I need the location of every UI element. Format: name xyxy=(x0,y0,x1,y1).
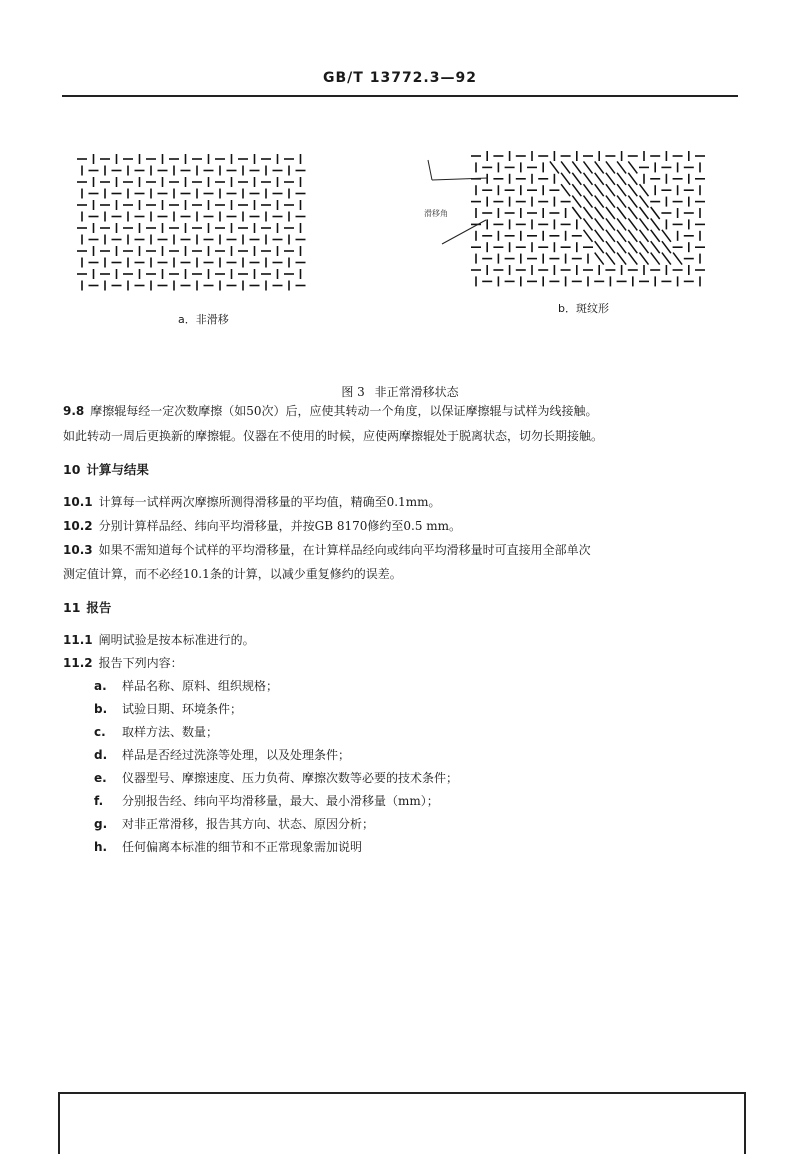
weave-yarn-stroke xyxy=(628,207,637,219)
weave-yarn-stroke xyxy=(583,230,592,242)
weave-yarn-stroke xyxy=(651,241,660,253)
weave-yarn-stroke xyxy=(617,184,626,196)
weave-yarn-stroke xyxy=(595,161,604,173)
weave-yarn-stroke xyxy=(606,253,615,265)
weave-yarn-stroke xyxy=(583,196,592,208)
weave-yarn-stroke xyxy=(617,196,626,208)
list-item: b. 试验日期、环境条件； xyxy=(94,702,243,716)
weave-yarn-stroke xyxy=(595,230,604,242)
weave-yarn-stroke xyxy=(639,184,648,196)
weave-yarn-stroke xyxy=(617,218,626,230)
weave-yarn-stroke xyxy=(673,253,682,265)
weave-yarn-stroke xyxy=(606,196,615,208)
section-11-heading: 11 报告 xyxy=(63,600,112,615)
weave-yarn-stroke xyxy=(628,184,637,196)
footer-frame xyxy=(58,1092,746,1154)
weave-yarn-stroke xyxy=(617,207,626,219)
weave-diagram-no-slip xyxy=(76,153,308,295)
weave-yarn-stroke xyxy=(639,241,648,253)
weave-yarn-stroke xyxy=(639,218,648,230)
weave-yarn-stroke xyxy=(628,253,637,265)
weave-yarn-stroke xyxy=(583,207,592,219)
panel-b-caption: b．斑纹形 xyxy=(558,302,609,315)
weave-yarn-stroke xyxy=(595,184,604,196)
weave-yarn-stroke xyxy=(572,196,581,208)
weave-yarn-stroke xyxy=(583,173,592,185)
weave-yarn-stroke xyxy=(639,230,648,242)
paragraph-10-1: 10.1 计算每一试样两次摩擦所测得滑移量的平均值，精确至0.1mm。 xyxy=(63,495,441,509)
slip-angle-label: 滑移角 xyxy=(424,209,448,218)
weave-yarn-stroke xyxy=(651,230,660,242)
figure-number: 图 3 xyxy=(341,385,365,399)
weave-yarn-stroke xyxy=(651,253,660,265)
weave-yarn-stroke xyxy=(583,184,592,196)
figure-title: 非正常滑移状态 xyxy=(374,385,459,399)
paragraph-11-1: 11.1 阐明试验是按本标准进行的。 xyxy=(63,633,255,647)
weave-yarn-stroke xyxy=(639,207,648,219)
weave-yarn-stroke xyxy=(617,253,626,265)
weave-yarn-stroke xyxy=(617,230,626,242)
weave-yarn-stroke xyxy=(595,207,604,219)
weave-yarn-stroke xyxy=(617,173,626,185)
weave-yarn-stroke xyxy=(595,241,604,253)
weave-yarn-stroke xyxy=(572,161,581,173)
weave-yarn-stroke xyxy=(583,161,592,173)
weave-yarn-stroke xyxy=(572,207,581,219)
list-item: f. 分别报告经、纬向平均滑移量，最大、最小滑移量（mm）； xyxy=(94,794,439,808)
list-item: e. 仪器型号、摩擦速度、压力负荷、摩擦次数等必要的技术条件； xyxy=(94,771,459,785)
weave-yarn-stroke xyxy=(583,218,592,230)
weave-yarn-stroke xyxy=(561,184,570,196)
weave-yarn-stroke xyxy=(606,173,615,185)
weave-yarn-stroke xyxy=(606,218,615,230)
section-10-heading: 10 计算与结果 xyxy=(63,462,149,477)
standard-number-header: GB/T 13772.3—92 xyxy=(323,70,477,86)
list-item: g. 对非正常滑移，报告其方向、状态、原因分析； xyxy=(94,817,375,831)
weave-yarn-stroke xyxy=(662,241,671,253)
paragraph-10-2: 10.2 分别计算样品经、纬向平均滑移量，并按GB 8170修约至0.5 mm。 xyxy=(63,519,462,533)
weave-yarn-stroke xyxy=(550,161,559,173)
weave-yarn-stroke xyxy=(639,196,648,208)
weave-yarn-stroke xyxy=(628,161,637,173)
weave-yarn-stroke xyxy=(662,253,671,265)
weave-diagram-stripe-slip xyxy=(470,150,710,290)
weave-yarn-stroke xyxy=(561,161,570,173)
weave-yarn-stroke xyxy=(651,207,660,219)
weave-yarn-stroke xyxy=(617,161,626,173)
paragraph-9-8-line-2: 如此转动一周后更换新的摩擦辊。仪器在不使用的时候，应使两摩擦辊处于脱离状态，切勿长期接触。 xyxy=(63,429,604,443)
paragraph-11-2: 11.2 报告下列内容： xyxy=(63,656,183,670)
weave-yarn-stroke xyxy=(628,218,637,230)
header-rule xyxy=(62,95,738,97)
weave-yarn-stroke xyxy=(628,241,637,253)
panel-a-caption: a．非滑移 xyxy=(178,313,229,326)
list-item: c. 取样方法、数量； xyxy=(94,725,219,739)
weave-yarn-stroke xyxy=(606,241,615,253)
weave-yarn-stroke xyxy=(561,173,570,185)
weave-yarn-stroke xyxy=(617,241,626,253)
weave-yarn-stroke xyxy=(595,253,604,265)
weave-yarn-stroke xyxy=(595,196,604,208)
weave-yarn-stroke xyxy=(606,184,615,196)
weave-yarn-stroke xyxy=(628,230,637,242)
list-item: d. 样品是否经过洗涤等处理，以及处理条件； xyxy=(94,748,351,762)
weave-yarn-stroke xyxy=(628,173,637,185)
clause-number: 9.8 xyxy=(63,404,85,418)
weave-yarn-stroke xyxy=(606,161,615,173)
list-item: h. 任何偏离本标准的细节和不正常现象需加说明 xyxy=(94,840,363,854)
paragraph-9-8-line-1: 9.8 摩擦辊每经一定次数摩擦（如50次）后，应使其转动一个角度，以保证摩擦辊与试样为线接触。 xyxy=(63,404,598,418)
list-item: a. 样品名称、原料、组织规格； xyxy=(94,679,279,693)
weave-yarn-stroke xyxy=(595,218,604,230)
weave-yarn-stroke xyxy=(606,230,615,242)
slip-angle-callout-lines xyxy=(420,158,490,248)
weave-yarn-stroke xyxy=(606,207,615,219)
weave-yarn-stroke xyxy=(572,184,581,196)
weave-yarn-stroke xyxy=(662,230,671,242)
weave-yarn-stroke xyxy=(628,196,637,208)
paragraph-10-3-line-1: 10.3 如果不需知道每个试样的平均滑移量，在计算样品经向或纬向平均滑移量时可直接用全部单次 xyxy=(63,543,591,557)
weave-yarn-stroke xyxy=(651,218,660,230)
weave-yarn-stroke xyxy=(572,173,581,185)
weave-yarn-stroke xyxy=(595,173,604,185)
weave-yarn-stroke xyxy=(639,253,648,265)
paragraph-10-3-line-2: 测定值计算，而不必经10.1条的计算，以减少重复修约的误差。 xyxy=(63,567,402,581)
figure-caption xyxy=(0,383,800,400)
